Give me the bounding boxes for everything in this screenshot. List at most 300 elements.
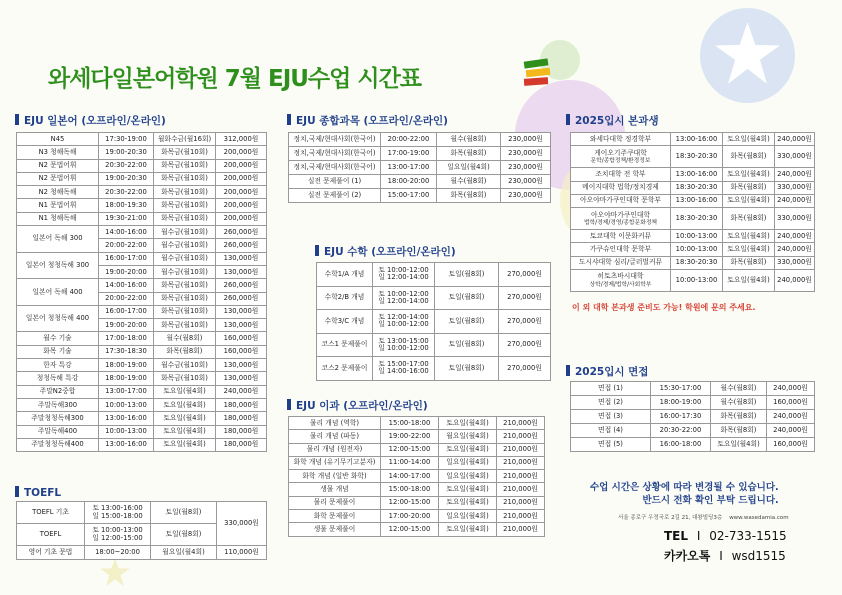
table-cell: [571, 270, 671, 292]
table-cell: 20:30-22:00: [651, 424, 711, 438]
table-cell: [373, 310, 435, 334]
table-cell: 일요일(월4회): [437, 161, 501, 175]
table-row: [571, 270, 815, 292]
table-cell: [373, 286, 435, 310]
table-cell: 160,000원: [767, 438, 815, 452]
table-cell: 월화수금(월16회): [154, 133, 216, 146]
cell-line: 토 13:00-15:00: [378, 336, 429, 345]
table-cell: 물리 개념 (역학): [289, 417, 381, 430]
table-cell: 주말청청독해300: [17, 412, 99, 425]
table-cell: 200,000원: [216, 159, 267, 172]
table-cell: 아오야마가쿠인대학 문학부: [571, 194, 671, 207]
table-cell: 200,000원: [216, 199, 267, 212]
table-cell: [373, 263, 435, 287]
table-cell: 조치대학 전 학부: [571, 168, 671, 181]
table-cell: 화목(월8회): [437, 147, 501, 161]
table-cell: 10:00-13:00: [99, 398, 154, 411]
table-cell: [373, 333, 435, 357]
table-cell: 12:00-15:00: [381, 443, 439, 456]
table-cell: 19:00-20:30: [99, 146, 154, 159]
table-cell: 180,000원: [216, 398, 267, 411]
table-cell: 210,000원: [497, 510, 545, 523]
table-cell: 토일(월8회): [435, 333, 499, 357]
cell-line: 일 12:00-15:00: [92, 533, 143, 542]
table-cell: 토일(월8회): [151, 524, 217, 546]
table-row: [17, 252, 267, 265]
table-cell: 화목금(월10회): [154, 372, 216, 385]
phone: [664, 529, 787, 543]
table-row: [17, 398, 267, 411]
table-cell: N1 문법어휘: [17, 199, 99, 212]
table-cell: 270,000원: [499, 310, 551, 334]
table-row: [571, 230, 815, 243]
exam-table: [570, 132, 815, 292]
table-cell: 20:00-22:00: [99, 239, 154, 252]
table-cell: 월수금(월10회): [154, 359, 216, 372]
page-title: 와세다일본어학원 7월 EJU수업 시간표: [48, 66, 422, 92]
table-cell: 화목(월8회): [154, 345, 216, 358]
table-cell: 18:00-19:00: [99, 372, 154, 385]
table-cell: 화목(월8회): [723, 208, 775, 230]
cell-line: 히토츠바시대학: [597, 272, 644, 281]
table-row: [17, 425, 267, 438]
table-cell: 270,000원: [499, 286, 551, 310]
table-cell: 와세다대학 정경학부: [571, 133, 671, 146]
table-cell: 화목(월8회): [723, 256, 775, 269]
table-row: [17, 212, 267, 225]
table-cell: 화목(월8회): [723, 181, 775, 194]
table-cell: [571, 208, 671, 230]
table-cell: 일본어 독해 400: [17, 279, 99, 306]
table-row: [17, 199, 267, 212]
table-cell: 한자 특강: [17, 359, 99, 372]
table-cell: 토요일(월4회): [154, 425, 216, 438]
table-cell: 240,000원: [775, 168, 815, 181]
table-cell: [85, 502, 151, 524]
table-cell: 일요일(월4회): [439, 510, 497, 523]
table-cell: 실전 문제풀이 (1): [289, 175, 381, 189]
table-row: [17, 372, 267, 385]
table-row: [289, 147, 551, 161]
table-cell: 18:00-19:00: [651, 396, 711, 410]
table-cell: 260,000원: [216, 239, 267, 252]
table-cell: 월수금(월10회): [154, 226, 216, 239]
table-cell: 18:30-20:30: [671, 208, 723, 230]
table-cell: 17:00-20:00: [381, 510, 439, 523]
table-row: [17, 159, 267, 172]
table-cell: 18:30-20:30: [671, 256, 723, 269]
cell-line: 법학/경제/경영/종합문화정책: [583, 219, 658, 226]
table-cell: 15:00-18:00: [381, 417, 439, 430]
table-cell: 16:00-18:00: [651, 438, 711, 452]
table-cell: 160,000원: [216, 332, 267, 345]
table-cell: 17:00-18:00: [99, 332, 154, 345]
cell-line: 게이오기주쿠대학: [594, 148, 647, 157]
table-cell: 14:00-16:00: [99, 226, 154, 239]
section-title-toefl: TOEFL: [15, 486, 61, 499]
table-cell: 17:00-19:00: [381, 147, 437, 161]
table-row: [17, 133, 267, 146]
cell-line: 토 10:00-12:00: [378, 266, 429, 275]
table-cell: 토일(월8회): [151, 502, 217, 524]
tel-label: TEL: [664, 529, 689, 543]
table-cell: 토요일(월4회): [723, 230, 775, 243]
table-cell: 메이지대학 법학/정치경제: [571, 181, 671, 194]
table-cell: 19:00-20:00: [99, 265, 154, 278]
table-cell: 16:00-17:00: [99, 252, 154, 265]
table-cell: 일본어 독해 300: [17, 226, 99, 253]
table-cell: 15:30-17:00: [651, 382, 711, 396]
table-cell: 코스2 문제풀이: [317, 357, 373, 381]
table-cell: 14:00-17:00: [381, 470, 439, 483]
table-cell: 270,000원: [499, 333, 551, 357]
table-cell: 정치,국제/현대사회(한국어): [289, 161, 381, 175]
table-cell: 130,000원: [216, 305, 267, 318]
table-cell: [571, 146, 671, 168]
table-cell: 정치,국제/현대사회(한국어): [289, 147, 381, 161]
table-cell: 면접 (5): [571, 438, 651, 452]
table-cell: 화목금(월10회): [154, 292, 216, 305]
table-cell: 20:00-22:00: [99, 292, 154, 305]
notice-line-2: 반드시 전화 확인 부탁 드립니다.: [642, 495, 779, 506]
table-row: [289, 523, 545, 536]
table-cell: 화목금(월10회): [154, 146, 216, 159]
table-row: [289, 133, 551, 147]
table-cell: 화목(월8회): [711, 410, 767, 424]
table-cell: 230,000원: [501, 189, 551, 203]
table-cell: 화목금(월10회): [154, 212, 216, 225]
table-row: [317, 286, 551, 310]
math-table: [316, 262, 551, 381]
table-cell: 토요일(월4회): [723, 133, 775, 146]
table-cell: 18:00-19:30: [99, 199, 154, 212]
table-cell: 물리 개념 (파동): [289, 430, 381, 443]
exam-note: 이 외 대학 본과생 준비도 가능! 학원에 문의 주세요.: [572, 303, 756, 312]
table-cell: 13:00-16:00: [671, 194, 723, 207]
table-cell: 가쿠슈인대학 문학부: [571, 243, 671, 256]
table-cell: 230,000원: [501, 147, 551, 161]
table-cell: 실전 문제풀이 (2): [289, 189, 381, 203]
table-cell: 토일(월8회): [435, 310, 499, 334]
tel-separator: I: [696, 529, 701, 543]
table-cell: 160,000원: [216, 345, 267, 358]
table-cell: TOEFL: [17, 524, 85, 546]
schedule-notice: [590, 481, 779, 507]
table-cell: 12:00-15:00: [381, 496, 439, 509]
section-title-exam: 2025입시 본과생: [566, 113, 659, 128]
table-cell: 일본어 청청독해 400: [17, 305, 99, 332]
table-cell: 180,000원: [216, 412, 267, 425]
cell-line: 토 10:00-13:00: [92, 526, 143, 535]
table-cell: 18:30-20:30: [671, 146, 723, 168]
table-cell: 20:30-22:00: [99, 159, 154, 172]
table-cell: 토요일(월4회): [723, 194, 775, 207]
table-cell: 230,000원: [501, 161, 551, 175]
cell-line: 일 10:00-12:00: [378, 320, 429, 329]
table-cell: [373, 357, 435, 381]
table-row: [17, 438, 267, 451]
cell-line: 토 10:00-12:00: [378, 289, 429, 298]
table-cell: 월수(월8회): [711, 382, 767, 396]
table-row: [17, 172, 267, 185]
star-icon: [100, 558, 130, 586]
table-cell: 210,000원: [497, 523, 545, 536]
cell-line: 일 15:00-18:00: [92, 511, 143, 520]
table-cell: 200,000원: [216, 186, 267, 199]
table-cell: 13:00-16:00: [671, 168, 723, 181]
table-cell: 면접 (4): [571, 424, 651, 438]
table-cell: 주말N2중합: [17, 385, 99, 398]
table-cell: 16:00-17:30: [651, 410, 711, 424]
table-cell: 160,000원: [767, 396, 815, 410]
table-cell: 330,000원: [775, 146, 815, 168]
table-cell: 토요일(월4회): [439, 417, 497, 430]
table-cell: 230,000원: [501, 175, 551, 189]
table-cell: 토요일(월4회): [154, 398, 216, 411]
table-cell: 260,000원: [216, 292, 267, 305]
table-cell: 화목금(월10회): [154, 172, 216, 185]
table-cell: 화학 개념 (유기무기고분자): [289, 456, 381, 469]
table-cell: N3 청해독해: [17, 146, 99, 159]
table-cell: 화목금(월10회): [154, 186, 216, 199]
table-cell: 12:00-15:00: [381, 523, 439, 536]
table-cell: 주말독해400: [17, 425, 99, 438]
table-cell: 월수(월8회): [437, 133, 501, 147]
table-cell: 130,000원: [216, 252, 267, 265]
table-cell: 10:00-13:00: [671, 230, 723, 243]
table-cell: 240,000원: [775, 230, 815, 243]
table-cell: 토요일(월4회): [723, 243, 775, 256]
table-cell: 화목금(월10회): [154, 305, 216, 318]
table-cell: 월수금(월10회): [154, 239, 216, 252]
table-cell: 화목(월8회): [437, 189, 501, 203]
cell-line: 아오야마가쿠인대학: [590, 210, 651, 219]
table-cell: 19:00-20:00: [99, 319, 154, 332]
table-cell: 330,000원: [775, 181, 815, 194]
section-title-japanese: EJU 일본어 (오프라인/온라인): [15, 113, 166, 128]
table-cell: 20:00-22:00: [381, 133, 437, 147]
table-row: [571, 396, 815, 410]
table-cell: 정치,국제/현대사회(한국어): [289, 133, 381, 147]
table-cell: 토요일(월4회): [723, 270, 775, 292]
table-row: [571, 256, 815, 269]
table-cell: 270,000원: [499, 357, 551, 381]
table-cell: N2 문법어휘: [17, 159, 99, 172]
section-title-general: EJU 종합과목 (오프라인/온라인): [287, 113, 448, 128]
table-row: [571, 194, 815, 207]
table-cell: 면접 (1): [571, 382, 651, 396]
table-cell: 화목금(월10회): [154, 199, 216, 212]
table-row: [571, 168, 815, 181]
table-cell: 10:00-13:00: [99, 425, 154, 438]
table-cell: 15:00-18:00: [381, 483, 439, 496]
table-cell: 210,000원: [497, 417, 545, 430]
address-text: 서울 종로구 우정국로 2길 21, 대왕빌딩3층: [618, 515, 723, 521]
section-title-math: EJU 수학 (오프라인/온라인): [315, 244, 456, 259]
table-cell: 19:30-21:00: [99, 212, 154, 225]
table-cell: 240,000원: [775, 270, 815, 292]
table-cell: TOEFL 기초: [17, 502, 85, 524]
table-cell: 330,000원: [775, 256, 815, 269]
table-cell: 18:30-20:30: [671, 181, 723, 194]
table-cell: 240,000원: [216, 385, 267, 398]
table-cell: 화학 개념 (일반 화학): [289, 470, 381, 483]
table-cell: 270,000원: [499, 263, 551, 287]
table-cell: 토요일(월4회): [723, 168, 775, 181]
table-cell: 11:00-14:00: [381, 456, 439, 469]
table-cell: 화목금(월10회): [154, 319, 216, 332]
website-link[interactable]: www.wasedamia.com: [729, 515, 789, 521]
table-cell: 260,000원: [216, 226, 267, 239]
table-row: [17, 359, 267, 372]
table-cell: 화목(월8회): [711, 424, 767, 438]
table-cell: 일요일(월4회): [439, 470, 497, 483]
table-row: [571, 181, 815, 194]
table-cell: 330,000원: [217, 502, 267, 546]
table-cell: 110,000원: [217, 546, 267, 560]
table-cell: 15:00-17:00: [381, 189, 437, 203]
table-row: [289, 430, 545, 443]
table-cell: 13:00-17:00: [381, 161, 437, 175]
table-cell: 230,000원: [501, 133, 551, 147]
table-row: [17, 305, 267, 318]
table-cell: 17:30-19:00: [99, 133, 154, 146]
table-cell: 210,000원: [497, 456, 545, 469]
table-cell: N2 문법어휘: [17, 172, 99, 185]
table-cell: 화목 기술: [17, 345, 99, 358]
table-cell: 20:30-22:00: [99, 186, 154, 199]
table-cell: 10:00-13:00: [671, 243, 723, 256]
table-cell: 토일(월8회): [435, 357, 499, 381]
cell-line: 토 12:00-14:00: [378, 313, 429, 322]
table-cell: 240,000원: [767, 382, 815, 396]
table-row: [289, 496, 545, 509]
table-cell: 200,000원: [216, 212, 267, 225]
table-cell: 210,000원: [497, 496, 545, 509]
table-cell: 14:00-16:00: [99, 279, 154, 292]
table-cell: 18:00-19:00: [99, 359, 154, 372]
notice-line-1: 수업 시간은 상황에 따라 변경될 수 있습니다.: [590, 482, 779, 493]
table-row: [289, 470, 545, 483]
table-cell: 13:00-17:00: [99, 385, 154, 398]
table-cell: 수학3/C 개념: [317, 310, 373, 334]
table-cell: 130,000원: [216, 319, 267, 332]
table-cell: 월수금(월10회): [154, 265, 216, 278]
table-cell: 210,000원: [497, 470, 545, 483]
tel-number[interactable]: 02-733-1515: [709, 529, 787, 543]
table-cell: 물리 개념 (원전자): [289, 443, 381, 456]
table-row: [17, 345, 267, 358]
table-cell: 240,000원: [767, 410, 815, 424]
table-cell: 생물 개념: [289, 483, 381, 496]
table-row: [317, 357, 551, 381]
japanese-table: [16, 132, 267, 452]
table-row: [289, 443, 545, 456]
table-cell: 월수(월8회): [711, 396, 767, 410]
table-cell: 화학 문제풀이: [289, 510, 381, 523]
table-cell: 토요일(월4회): [439, 443, 497, 456]
table-cell: 월수(월8회): [154, 332, 216, 345]
table-cell: N2 청해독해: [17, 186, 99, 199]
table-cell: 13:00-16:00: [99, 412, 154, 425]
table-cell: 도시샤대학 심리/글러벌커뮤: [571, 256, 671, 269]
table-row: [571, 382, 815, 396]
table-cell: 면접 (3): [571, 410, 651, 424]
kakao-id[interactable]: wsd1515: [731, 549, 786, 563]
table-row: [317, 310, 551, 334]
table-row: [571, 410, 815, 424]
cell-line: 일 12:00-14:00: [378, 273, 429, 282]
table-cell: 월요일(월4회): [439, 430, 497, 443]
kakao: [664, 547, 786, 564]
table-cell: 210,000원: [497, 483, 545, 496]
table-cell: 16:00-17:00: [99, 305, 154, 318]
table-cell: 토요일(월4회): [439, 483, 497, 496]
table-cell: 코스1 문제풀이: [317, 333, 373, 357]
table-cell: 13:00-16:00: [99, 438, 154, 451]
table-cell: 130,000원: [216, 359, 267, 372]
table-row: [317, 333, 551, 357]
table-cell: 수학2/B 개념: [317, 286, 373, 310]
table-row: [289, 510, 545, 523]
table-cell: 월수(월8회): [437, 175, 501, 189]
star-icon: [715, 22, 780, 84]
table-row: [17, 186, 267, 199]
table-cell: 210,000원: [497, 430, 545, 443]
table-cell: 주말청청독해400: [17, 438, 99, 451]
table-cell: 130,000원: [216, 372, 267, 385]
table-cell: 화목금(월10회): [154, 279, 216, 292]
table-cell: 240,000원: [775, 243, 815, 256]
table-cell: N1 청해독해: [17, 212, 99, 225]
table-cell: 19:00-22:00: [381, 430, 439, 443]
cell-line: 일 12:00-14:00: [378, 296, 429, 305]
section-title-science: EJU 이과 (오프라인/온라인): [287, 398, 428, 413]
table-cell: 130,000원: [216, 265, 267, 278]
table-row: [289, 175, 551, 189]
table-cell: 주말독해300: [17, 398, 99, 411]
table-cell: 토요일(월4회): [154, 385, 216, 398]
table-cell: 토일(월8회): [435, 263, 499, 287]
science-table: [288, 416, 545, 537]
table-cell: 일요일(월4회): [439, 456, 497, 469]
toefl-table: [16, 501, 267, 560]
kakao-separator: I: [719, 549, 723, 563]
interview-table: [570, 381, 815, 452]
table-row: [17, 332, 267, 345]
table-cell: 토일(월8회): [435, 286, 499, 310]
table-cell: 토요일(월4회): [439, 523, 497, 536]
table-cell: 토요일(월4회): [439, 496, 497, 509]
table-cell: 토쿄대학 이문화커뮤: [571, 230, 671, 243]
table-row: [571, 424, 815, 438]
table-cell: 19:00-20:30: [99, 172, 154, 185]
book-icon: [520, 57, 554, 89]
table-row: [17, 502, 267, 524]
table-row: [17, 226, 267, 239]
section-title-interview: 2025입시 면접: [566, 364, 648, 379]
table-cell: 수학1/A 개념: [317, 263, 373, 287]
table-cell: 18:00~20:00: [85, 546, 151, 560]
table-cell: 330,000원: [775, 208, 815, 230]
table-cell: 240,000원: [775, 194, 815, 207]
kakao-label: 카카오톡: [664, 549, 711, 563]
table-cell: 영어 기초 문법: [17, 546, 85, 560]
table-row: [17, 279, 267, 292]
cell-line: 일 14:00-16:00: [378, 367, 429, 376]
table-row: [17, 546, 267, 560]
table-cell: [85, 524, 151, 546]
